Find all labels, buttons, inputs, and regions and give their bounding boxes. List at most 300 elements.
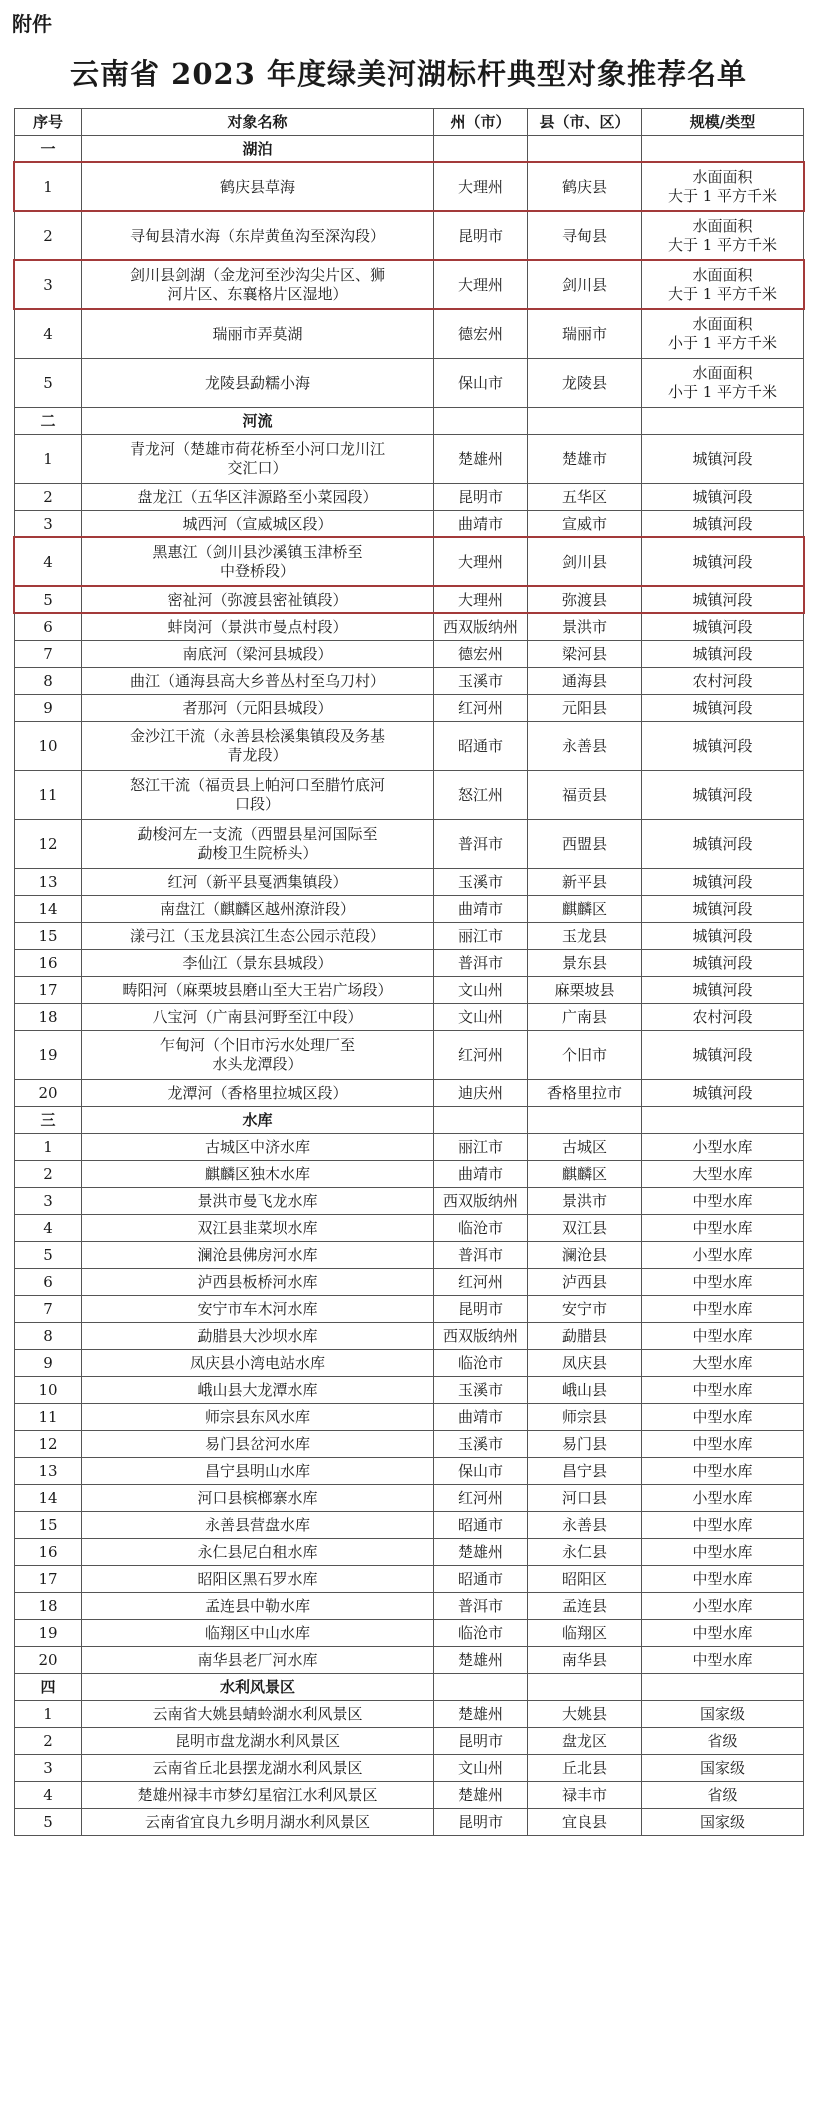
- cell-type: 城镇河段: [642, 977, 804, 1004]
- cell-county: 鹤庆县: [528, 163, 642, 212]
- cell-county: 通海县: [528, 668, 642, 695]
- empty-cell: [528, 408, 642, 435]
- cell-name: 李仙江（景东县城段）: [82, 950, 434, 977]
- header-no: 序号: [15, 109, 82, 136]
- cell-no: 19: [15, 1031, 82, 1080]
- cell-prefecture: 玉溪市: [434, 1377, 528, 1404]
- cell-prefecture: 临沧市: [434, 1215, 528, 1242]
- table-row: [15, 614, 804, 641]
- empty-cell: [642, 408, 804, 435]
- cell-no: 11: [15, 771, 82, 820]
- table-row: [15, 1593, 804, 1620]
- table-row: [15, 1350, 804, 1377]
- cell-type: 城镇河段: [642, 923, 804, 950]
- cell-prefecture: 昆明市: [434, 212, 528, 261]
- cell-county: 五华区: [528, 484, 642, 511]
- cell-no: 15: [15, 923, 82, 950]
- cell-prefecture: 玉溪市: [434, 668, 528, 695]
- cell-county: 河口县: [528, 1485, 642, 1512]
- cell-prefecture: 楚雄州: [434, 1701, 528, 1728]
- table-row: [15, 771, 804, 820]
- cell-name: 云南省大姚县蜻蛉湖水利风景区: [82, 1701, 434, 1728]
- table-row: [15, 896, 804, 923]
- cell-county: 麒麟区: [528, 1161, 642, 1188]
- cell-name: 凤庆县小湾电站水库: [82, 1350, 434, 1377]
- table-row: [15, 538, 804, 587]
- cell-name: 云南省丘北县摆龙湖水利风景区: [82, 1755, 434, 1782]
- cell-prefecture: 迪庆州: [434, 1080, 528, 1107]
- cell-prefecture: 保山市: [434, 1458, 528, 1485]
- table-row: [15, 950, 804, 977]
- cell-type: 城镇河段: [642, 587, 804, 614]
- cell-prefecture: 红河州: [434, 1031, 528, 1080]
- attachment-label: 附件: [12, 12, 52, 36]
- cell-no: 3: [15, 261, 82, 310]
- cell-prefecture: 德宏州: [434, 641, 528, 668]
- cell-no: 1: [15, 163, 82, 212]
- cell-type: 中型水库: [642, 1512, 804, 1539]
- cell-name: 孟连县中勒水库: [82, 1593, 434, 1620]
- cell-prefecture: 西双版纳州: [434, 1188, 528, 1215]
- cell-name: 龙陵县勐糯小海: [82, 359, 434, 408]
- cell-no: 12: [15, 820, 82, 869]
- cell-name: 峨山县大龙潭水库: [82, 1377, 434, 1404]
- table-body: [15, 136, 804, 1836]
- section-number: 三: [15, 1107, 82, 1134]
- cell-type: 中型水库: [642, 1377, 804, 1404]
- cell-prefecture: 丽江市: [434, 1134, 528, 1161]
- empty-cell: [642, 136, 804, 163]
- cell-name: 古城区中济水库: [82, 1134, 434, 1161]
- cell-no: 14: [15, 1485, 82, 1512]
- cell-no: 20: [15, 1080, 82, 1107]
- cell-no: 11: [15, 1404, 82, 1431]
- table-row: [15, 484, 804, 511]
- cell-name: 鹤庆县草海: [82, 163, 434, 212]
- cell-county: 福贡县: [528, 771, 642, 820]
- cell-county: 玉龙县: [528, 923, 642, 950]
- cell-type: 水面面积 大于 1 平方千米: [642, 212, 804, 261]
- cell-county: 宣威市: [528, 511, 642, 538]
- cell-no: 16: [15, 950, 82, 977]
- cell-no: 8: [15, 1323, 82, 1350]
- cell-prefecture: 楚雄州: [434, 1539, 528, 1566]
- cell-county: 元阳县: [528, 695, 642, 722]
- cell-no: 6: [15, 614, 82, 641]
- table-row: [15, 1458, 804, 1485]
- table-row: [15, 1296, 804, 1323]
- cell-prefecture: 普洱市: [434, 1242, 528, 1269]
- cell-no: 4: [15, 310, 82, 359]
- cell-no: 5: [15, 587, 82, 614]
- cell-county: 永善县: [528, 722, 642, 771]
- cell-name: 漾弓江（玉龙县滨江生态公园示范段）: [82, 923, 434, 950]
- cell-prefecture: 曲靖市: [434, 1404, 528, 1431]
- cell-name: 永善县营盘水库: [82, 1512, 434, 1539]
- table-row: [15, 1566, 804, 1593]
- cell-county: 凤庆县: [528, 1350, 642, 1377]
- cell-county: 澜沧县: [528, 1242, 642, 1269]
- cell-type: 城镇河段: [642, 435, 804, 484]
- cell-no: 9: [15, 695, 82, 722]
- cell-prefecture: 西双版纳州: [434, 614, 528, 641]
- cell-prefecture: 玉溪市: [434, 1431, 528, 1458]
- cell-county: 景洪市: [528, 1188, 642, 1215]
- cell-name: 澜沧县佛房河水库: [82, 1242, 434, 1269]
- table-row: [15, 1539, 804, 1566]
- cell-county: 昭阳区: [528, 1566, 642, 1593]
- cell-prefecture: 普洱市: [434, 820, 528, 869]
- cell-no: 7: [15, 641, 82, 668]
- section-row: [15, 1107, 804, 1134]
- cell-type: 城镇河段: [642, 820, 804, 869]
- section-name: 河流: [82, 408, 434, 435]
- cell-name: 云南省宜良九乡明月湖水利风景区: [82, 1809, 434, 1836]
- cell-no: 18: [15, 1004, 82, 1031]
- cell-type: 城镇河段: [642, 484, 804, 511]
- table-row: [15, 1809, 804, 1836]
- cell-prefecture: 昆明市: [434, 1728, 528, 1755]
- cell-no: 2: [15, 1161, 82, 1188]
- cell-no: 6: [15, 1269, 82, 1296]
- table-row: [15, 1161, 804, 1188]
- cell-prefecture: 西双版纳州: [434, 1323, 528, 1350]
- cell-county: 昌宁县: [528, 1458, 642, 1485]
- cell-no: 4: [15, 1782, 82, 1809]
- cell-name: 昌宁县明山水库: [82, 1458, 434, 1485]
- table-row: [15, 1269, 804, 1296]
- cell-name: 临翔区中山水库: [82, 1620, 434, 1647]
- cell-type: 城镇河段: [642, 538, 804, 587]
- cell-no: 5: [15, 359, 82, 408]
- cell-county: 个旧市: [528, 1031, 642, 1080]
- empty-cell: [434, 408, 528, 435]
- cell-name: 双江县韭菜坝水库: [82, 1215, 434, 1242]
- cell-type: 城镇河段: [642, 950, 804, 977]
- table-row: [15, 1782, 804, 1809]
- cell-county: 禄丰市: [528, 1782, 642, 1809]
- table-row: [15, 923, 804, 950]
- cell-prefecture: 怒江州: [434, 771, 528, 820]
- cell-no: 7: [15, 1296, 82, 1323]
- table-row: [15, 587, 804, 614]
- table-row: [15, 1134, 804, 1161]
- empty-cell: [434, 1674, 528, 1701]
- cell-name: 勐梭河左一支流（西盟县星河国际至 勐梭卫生院桥头）: [82, 820, 434, 869]
- cell-prefecture: 昆明市: [434, 1809, 528, 1836]
- cell-county: 麻栗坡县: [528, 977, 642, 1004]
- table-row: [15, 1647, 804, 1674]
- cell-type: 中型水库: [642, 1188, 804, 1215]
- cell-prefecture: 文山州: [434, 1004, 528, 1031]
- header-name: 对象名称: [82, 109, 434, 136]
- cell-no: 17: [15, 1566, 82, 1593]
- cell-prefecture: 红河州: [434, 1269, 528, 1296]
- cell-county: 师宗县: [528, 1404, 642, 1431]
- cell-type: 城镇河段: [642, 896, 804, 923]
- cell-no: 17: [15, 977, 82, 1004]
- cell-prefecture: 文山州: [434, 1755, 528, 1782]
- cell-name: 寻甸县清水海（东岸黄鱼沟至深沟段）: [82, 212, 434, 261]
- table-row: [15, 1431, 804, 1458]
- cell-county: 麒麟区: [528, 896, 642, 923]
- cell-name: 剑川县剑湖（金龙河至沙沟尖片区、狮 河片区、东襄格片区湿地）: [82, 261, 434, 310]
- table-row: [15, 1031, 804, 1080]
- cell-prefecture: 普洱市: [434, 1593, 528, 1620]
- cell-no: 15: [15, 1512, 82, 1539]
- cell-type: 中型水库: [642, 1458, 804, 1485]
- cell-name: 黑惠江（剑川县沙溪镇玉津桥至 中登桥段）: [82, 538, 434, 587]
- cell-name: 密祉河（弥渡县密祉镇段）: [82, 587, 434, 614]
- cell-type: 中型水库: [642, 1566, 804, 1593]
- cell-name: 南盘江（麒麟区越州潦浒段）: [82, 896, 434, 923]
- cell-no: 18: [15, 1593, 82, 1620]
- cell-county: 西盟县: [528, 820, 642, 869]
- cell-no: 1: [15, 1134, 82, 1161]
- cell-type: 小型水库: [642, 1242, 804, 1269]
- cell-county: 瑞丽市: [528, 310, 642, 359]
- cell-name: 安宁市车木河水库: [82, 1296, 434, 1323]
- cell-name: 瑞丽市弄莫湖: [82, 310, 434, 359]
- table-row: [15, 359, 804, 408]
- cell-county: 景洪市: [528, 614, 642, 641]
- cell-no: 1: [15, 1701, 82, 1728]
- cell-no: 13: [15, 1458, 82, 1485]
- cell-prefecture: 德宏州: [434, 310, 528, 359]
- cell-name: 昭阳区黑石罗水库: [82, 1566, 434, 1593]
- cell-name: 勐腊县大沙坝水库: [82, 1323, 434, 1350]
- cell-county: 永善县: [528, 1512, 642, 1539]
- cell-prefecture: 昭通市: [434, 722, 528, 771]
- cell-prefecture: 楚雄州: [434, 1647, 528, 1674]
- cell-prefecture: 丽江市: [434, 923, 528, 950]
- table-row: [15, 1188, 804, 1215]
- empty-cell: [642, 1107, 804, 1134]
- cell-name: 易门县岔河水库: [82, 1431, 434, 1458]
- cell-prefecture: 普洱市: [434, 950, 528, 977]
- table-row: [15, 641, 804, 668]
- cell-type: 水面面积 小于 1 平方千米: [642, 359, 804, 408]
- table-row: [15, 820, 804, 869]
- cell-type: 城镇河段: [642, 722, 804, 771]
- cell-prefecture: 昭通市: [434, 1566, 528, 1593]
- section-name: 水利风景区: [82, 1674, 434, 1701]
- cell-no: 8: [15, 668, 82, 695]
- cell-type: 中型水库: [642, 1647, 804, 1674]
- cell-county: 寻甸县: [528, 212, 642, 261]
- cell-type: 小型水库: [642, 1593, 804, 1620]
- cell-county: 广南县: [528, 1004, 642, 1031]
- cell-prefecture: 昭通市: [434, 1512, 528, 1539]
- table-row: [15, 977, 804, 1004]
- empty-cell: [642, 1674, 804, 1701]
- table-row: [15, 668, 804, 695]
- cell-type: 国家级: [642, 1809, 804, 1836]
- header-county: 县（市、区）: [528, 109, 642, 136]
- cell-county: 宜良县: [528, 1809, 642, 1836]
- cell-no: 10: [15, 1377, 82, 1404]
- cell-prefecture: 大理州: [434, 587, 528, 614]
- cell-prefecture: 曲靖市: [434, 511, 528, 538]
- cell-type: 大型水库: [642, 1350, 804, 1377]
- cell-no: 3: [15, 1188, 82, 1215]
- cell-prefecture: 红河州: [434, 695, 528, 722]
- table-row: [15, 695, 804, 722]
- cell-county: 景东县: [528, 950, 642, 977]
- cell-county: 泸西县: [528, 1269, 642, 1296]
- cell-prefecture: 大理州: [434, 538, 528, 587]
- cell-county: 香格里拉市: [528, 1080, 642, 1107]
- cell-name: 城西河（宣威城区段）: [82, 511, 434, 538]
- cell-prefecture: 保山市: [434, 359, 528, 408]
- cell-type: 城镇河段: [642, 1031, 804, 1080]
- cell-county: 临翔区: [528, 1620, 642, 1647]
- cell-type: 中型水库: [642, 1539, 804, 1566]
- table-row: [15, 1728, 804, 1755]
- cell-county: 易门县: [528, 1431, 642, 1458]
- table-row: [15, 261, 804, 310]
- cell-no: 2: [15, 484, 82, 511]
- cell-type: 水面面积 大于 1 平方千米: [642, 163, 804, 212]
- cell-county: 勐腊县: [528, 1323, 642, 1350]
- cell-name: 红河（新平县戛洒集镇段）: [82, 869, 434, 896]
- cell-prefecture: 临沧市: [434, 1620, 528, 1647]
- table-row: [15, 1512, 804, 1539]
- cell-name: 蚌岗河（景洪市曼点村段）: [82, 614, 434, 641]
- section-number: 二: [15, 408, 82, 435]
- cell-name: 景洪市曼飞龙水库: [82, 1188, 434, 1215]
- cell-no: 16: [15, 1539, 82, 1566]
- cell-type: 省级: [642, 1728, 804, 1755]
- cell-no: 9: [15, 1350, 82, 1377]
- cell-prefecture: 临沧市: [434, 1350, 528, 1377]
- cell-county: 孟连县: [528, 1593, 642, 1620]
- cell-type: 城镇河段: [642, 771, 804, 820]
- cell-name: 曲江（通海县高大乡普丛村至乌刀村）: [82, 668, 434, 695]
- cell-county: 丘北县: [528, 1755, 642, 1782]
- cell-type: 农村河段: [642, 668, 804, 695]
- cell-no: 20: [15, 1647, 82, 1674]
- table-row: [15, 435, 804, 484]
- section-row: [15, 1674, 804, 1701]
- cell-prefecture: 红河州: [434, 1485, 528, 1512]
- table-row: [15, 1485, 804, 1512]
- document-title: 云南省 2023 年度绿美河湖标杆典型对象推荐名单: [70, 57, 747, 91]
- cell-type: 大型水库: [642, 1161, 804, 1188]
- table-row: [15, 1242, 804, 1269]
- cell-no: 2: [15, 212, 82, 261]
- cell-type: 小型水库: [642, 1485, 804, 1512]
- cell-prefecture: 楚雄州: [434, 1782, 528, 1809]
- cell-county: 弥渡县: [528, 587, 642, 614]
- cell-type: 中型水库: [642, 1620, 804, 1647]
- cell-name: 怒江干流（福贡县上帕河口至腊竹底河 口段）: [82, 771, 434, 820]
- cell-type: 中型水库: [642, 1215, 804, 1242]
- cell-county: 大姚县: [528, 1701, 642, 1728]
- cell-type: 城镇河段: [642, 1080, 804, 1107]
- table-row: [15, 511, 804, 538]
- cell-name: 南华县老厂河水库: [82, 1647, 434, 1674]
- cell-no: 10: [15, 722, 82, 771]
- cell-county: 峨山县: [528, 1377, 642, 1404]
- cell-county: 新平县: [528, 869, 642, 896]
- cell-prefecture: 大理州: [434, 163, 528, 212]
- cell-name: 畴阳河（麻栗坡县磨山至大王岩广场段）: [82, 977, 434, 1004]
- table-row: [15, 310, 804, 359]
- empty-cell: [434, 1107, 528, 1134]
- section-number: 四: [15, 1674, 82, 1701]
- table-row: [15, 1323, 804, 1350]
- section-row: [15, 136, 804, 163]
- cell-type: 中型水库: [642, 1431, 804, 1458]
- table-row: [15, 1404, 804, 1431]
- section-name: 湖泊: [82, 136, 434, 163]
- cell-name: 南底河（梁河县城段）: [82, 641, 434, 668]
- table-row: [15, 1755, 804, 1782]
- empty-cell: [434, 136, 528, 163]
- cell-type: 中型水库: [642, 1296, 804, 1323]
- cell-county: 南华县: [528, 1647, 642, 1674]
- cell-prefecture: 楚雄州: [434, 435, 528, 484]
- cell-name: 盘龙江（五华区沣源路至小菜园段）: [82, 484, 434, 511]
- table-row: [15, 1701, 804, 1728]
- table-row: [15, 1080, 804, 1107]
- cell-name: 龙潭河（香格里拉城区段）: [82, 1080, 434, 1107]
- section-row: [15, 408, 804, 435]
- cell-no: 2: [15, 1728, 82, 1755]
- cell-type: 省级: [642, 1782, 804, 1809]
- cell-name: 青龙河（楚雄市荷花桥至小河口龙川江 交汇口）: [82, 435, 434, 484]
- cell-prefecture: 文山州: [434, 977, 528, 1004]
- section-number: 一: [15, 136, 82, 163]
- cell-name: 楚雄州禄丰市梦幻星宿江水利风景区: [82, 1782, 434, 1809]
- cell-no: 14: [15, 896, 82, 923]
- table-row: [15, 1620, 804, 1647]
- cell-name: 八宝河（广南县河野至江中段）: [82, 1004, 434, 1031]
- table-row: [15, 1377, 804, 1404]
- empty-cell: [528, 1107, 642, 1134]
- cell-type: 中型水库: [642, 1269, 804, 1296]
- recommendation-table: [14, 108, 804, 1836]
- cell-county: 安宁市: [528, 1296, 642, 1323]
- cell-county: 梁河县: [528, 641, 642, 668]
- cell-county: 剑川县: [528, 538, 642, 587]
- header-type: 规模/类型: [642, 109, 804, 136]
- cell-county: 盘龙区: [528, 1728, 642, 1755]
- cell-county: 永仁县: [528, 1539, 642, 1566]
- cell-no: 13: [15, 869, 82, 896]
- cell-type: 中型水库: [642, 1323, 804, 1350]
- cell-type: 国家级: [642, 1701, 804, 1728]
- cell-type: 水面面积 小于 1 平方千米: [642, 310, 804, 359]
- cell-name: 永仁县尼白租水库: [82, 1539, 434, 1566]
- cell-name: 河口县槟榔寨水库: [82, 1485, 434, 1512]
- cell-county: 楚雄市: [528, 435, 642, 484]
- section-name: 水库: [82, 1107, 434, 1134]
- cell-no: 12: [15, 1431, 82, 1458]
- cell-no: 19: [15, 1620, 82, 1647]
- cell-prefecture: 大理州: [434, 261, 528, 310]
- cell-no: 5: [15, 1809, 82, 1836]
- table-row: [15, 869, 804, 896]
- cell-type: 城镇河段: [642, 614, 804, 641]
- cell-prefecture: 曲靖市: [434, 896, 528, 923]
- cell-no: 4: [15, 538, 82, 587]
- cell-prefecture: 玉溪市: [434, 869, 528, 896]
- cell-name: 麒麟区独木水库: [82, 1161, 434, 1188]
- cell-type: 小型水库: [642, 1134, 804, 1161]
- cell-name: 者那河（元阳县城段）: [82, 695, 434, 722]
